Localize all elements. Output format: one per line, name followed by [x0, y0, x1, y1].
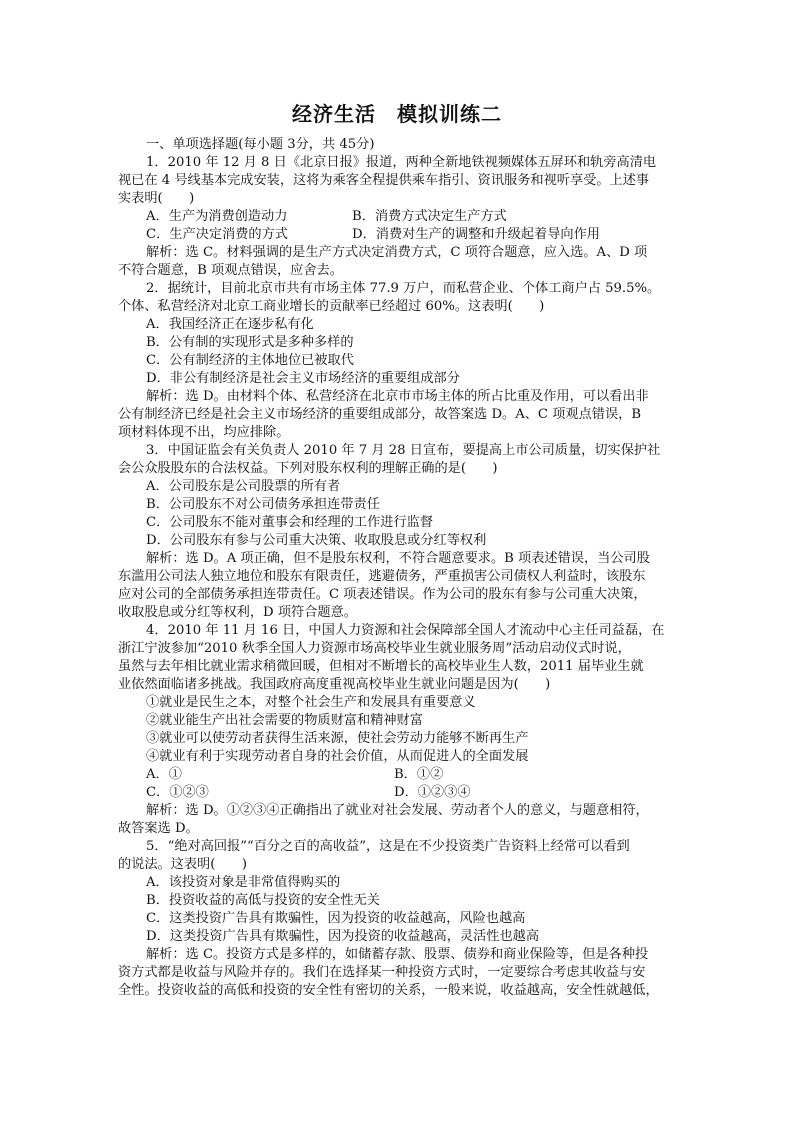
- explanation-3: 解析：选 D。A 项正确，但不是股东权利，不符合题意要求。B 项表述错误，当公司股: [146, 551, 650, 566]
- option-d: D．消费对生产的调整和升级起着导向作用: [352, 227, 600, 242]
- question-1-text: 视已在 4 号线基本完成安装，这将为乘客全程提供乘车指引、资讯服务和视听享受。上述事: [118, 173, 650, 188]
- question-3-text: 会公众股股东的合法权益。下列对股东权利的理解正确的是( ): [118, 461, 498, 476]
- explanation-5: 全性。投资收益的高低和投资的安全性有密切的关系，一般来说，收益越高，安全性就越低，: [118, 983, 659, 998]
- option-c: C．公司股东不能对董事会和经理的工作进行监督: [146, 515, 434, 530]
- option-d: D．公司股东有参与公司重大决策、收取股息或分红等权利: [146, 533, 487, 548]
- question-1-text: 实表明( ): [118, 191, 195, 206]
- question-4-text: 4．2010 年 11 月 16 日，中国人力资源和社会保障部全国人才流动中心主任司益磊，在: [146, 623, 665, 638]
- option-a: A．①: [146, 767, 182, 782]
- option-c: C．生产决定消费的方式: [146, 227, 288, 242]
- question-3-text: 3．中国证监会有关负责人 2010 年 7 月 28 日宣布，要提高上市公司质量，切实保护社: [146, 443, 661, 458]
- question-2-text: 个体、私营经济对北京工商业增长的贡献率已经超过 60%。这表明( ): [118, 299, 545, 314]
- explanation-3: 收取股息或分红等权利，D 项符合题意。: [118, 605, 357, 620]
- statement-4: ④就业有利于实现劳动者自身的社会价值，从而促进人的全面发展: [146, 749, 529, 764]
- statement-3: ③就业可以使劳动者获得生活来源，使社会劳动力能够不断再生产: [146, 731, 529, 746]
- question-2-text: 2．据统计，目前北京市共有市场主体 77.9 万户，而私营企业、个体工商户占 59.5%。: [146, 281, 661, 296]
- option-a: A．该投资对象是非常值得购买的: [146, 875, 341, 890]
- option-c: C．这类投资广告具有欺骗性，因为投资的收益越高，风险也越高: [146, 911, 526, 926]
- option-c: C．公有制经济的主体地位已被取代: [146, 353, 354, 368]
- question-4-text: 业依然面临诸多挑战。我国政府高度重视高校毕业生就业问题是因为( ): [118, 677, 551, 692]
- question-4-text: 虽然与去年相比就业需求稍微回暖，但相对不断增长的高校毕业生人数，2011 届毕业生就: [118, 659, 644, 674]
- option-a: A．生产为消费创造动力: [146, 209, 288, 224]
- explanation-1: 解析：选 C。材料强调的是生产方式决定消费方式，C 项符合题意，应入选。A、D 项: [146, 245, 648, 260]
- option-b: B．公司股东不对公司债务承担连带责任: [146, 497, 380, 512]
- option-d: D．①②③④: [394, 785, 471, 800]
- option-c: C．①②③: [146, 785, 209, 800]
- option-b: B．公有制的实现形式是多种多样的: [146, 335, 354, 350]
- explanation-2: 公有制经济已经是社会主义市场经济的重要组成部分，故答案选 D。A、C 项观点错误，B: [118, 407, 642, 422]
- option-d: D．这类投资广告具有欺骗性，因为投资的收益越高，灵活性也越高: [146, 929, 540, 944]
- explanation-4: 故答案选 D。: [118, 821, 199, 836]
- explanation-2: 解析：选 D。由材料个体、私营经济在北京市市场主体的所占比重及作用，可以看出非: [146, 389, 649, 404]
- section-heading: 一、单项选择题(每小题 3分，共 45分): [146, 137, 375, 152]
- option-d: D．非公有制经济是社会主义市场经济的重要组成部分: [146, 371, 460, 386]
- option-b: B．①②: [394, 767, 444, 782]
- option-a: A．公司股东是公司股票的所有者: [146, 479, 341, 494]
- explanation-2: 项材料体现不出，均应排除。: [118, 425, 290, 440]
- explanation-5: 解析：选 C。投资方式是多样的，如储蓄存款、股票、债券和商业保险等，但是各种投: [146, 947, 649, 962]
- question-4-text: 浙江宁波参加“2010 秋季全国人力资源市场高校毕业生就业服务周”活动启动仪式时说，: [118, 641, 631, 656]
- question-1-text: 1．2010 年 12 月 8 日《北京日报》报道，两种全新地铁视频媒体五屏环和轨旁高清电: [146, 155, 657, 170]
- option-b: B．投资收益的高低与投资的安全性无关: [146, 893, 380, 908]
- explanation-4: 解析：选 D。①②③④正确指出了就业对社会发展、劳动者个人的意义，与题意相符，: [146, 803, 649, 818]
- explanation-3: 应对公司的全部债务承担连带责任。C 项表述错误。作为公司的股东有参与公司重大决策，: [118, 587, 647, 602]
- question-5-text: 5．“绝对高回报”“百分之百的高收益”，这是在不少投资类广告资料上经常可以看到: [146, 839, 630, 854]
- explanation-5: 资方式都是收益与风险并存的。我们在选择某一种投资方式时，一定要综合考虑其收益与安: [118, 965, 646, 980]
- question-5-text: 的说法。这表明( ): [118, 857, 247, 872]
- option-b: B．消费方式决定生产方式: [352, 209, 507, 224]
- page-title: 经济生活 模拟训练二: [292, 102, 502, 126]
- statement-1: ①就业是民生之本，对整个社会生产和发展具有重要意义: [146, 695, 476, 710]
- option-a: A．我国经济正在逐步私有化: [146, 317, 314, 332]
- explanation-3: 东滥用公司法人独立地位和股东有限责任，逃避债务，严重损害公司债权人利益时，该股东: [118, 569, 646, 584]
- statement-2: ②就业能生产出社会需要的物质财富和精神财富: [146, 713, 423, 728]
- explanation-1: 不符合题意，B 项观点错误，应舍去。: [118, 263, 343, 278]
